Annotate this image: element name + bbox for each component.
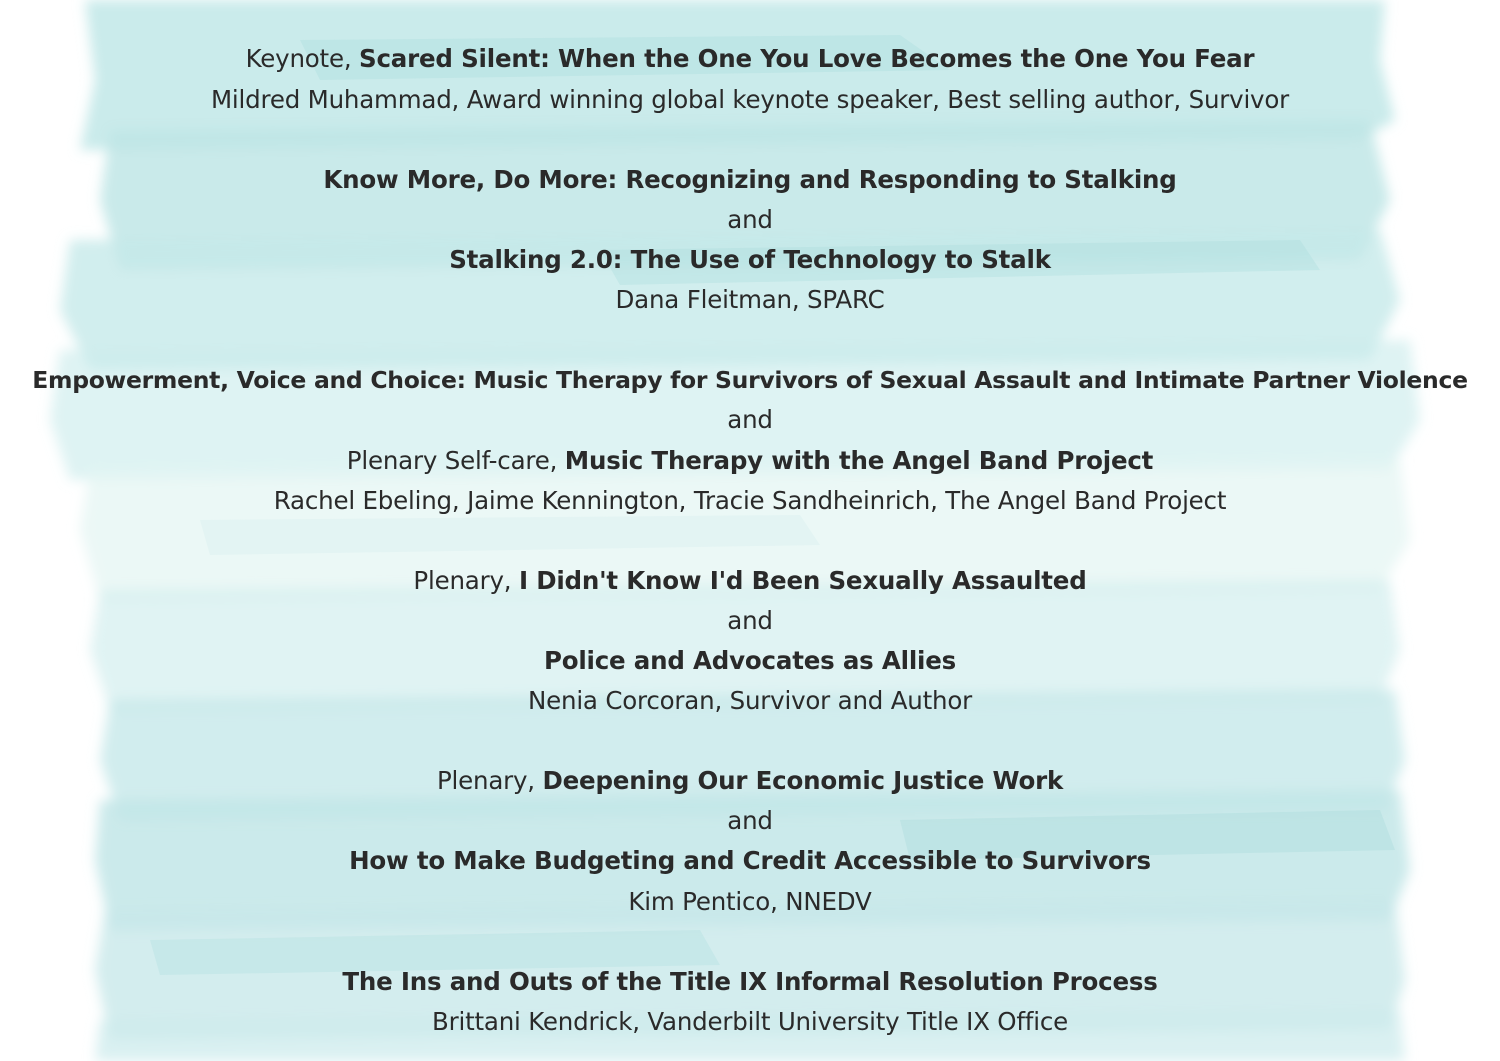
- session-5-speakers: Kim Pentico, NNEDV: [628, 887, 872, 916]
- session-5-title-prefix: Plenary,: [436, 766, 543, 795]
- session-4-title: I Didn't Know I'd Been Sexually Assaulted: [518, 566, 1087, 595]
- session-1-title-prefix: Keynote,: [245, 44, 360, 73]
- session-1-title: Scared Silent: When the One You Love Becomes the One You Fear: [359, 44, 1255, 73]
- session-5-title2: How to Make Budgeting and Credit Accessible to Survivors: [349, 846, 1151, 875]
- session-3-title2-prefix: Plenary Self-care,: [346, 446, 565, 475]
- session-4-title2: Police and Advocates as Allies: [543, 646, 957, 675]
- session-3-title: Empowerment, Voice and Choice: Music Therapy for Survivors of Sexual Assault and Intimate Partner Violence: [32, 366, 1468, 394]
- session-4-title-prefix: Plenary,: [413, 566, 519, 595]
- session-3-connector: and: [727, 405, 773, 434]
- session-2-title2: Stalking 2.0: The Use of Technology to Stalk: [449, 245, 1051, 274]
- session-4-speakers: Nenia Corcoran, Survivor and Author: [528, 686, 972, 715]
- session-5-connector: and: [727, 806, 773, 835]
- session-6-speakers: Brittani Kendrick, Vanderbilt University Title IX Office: [432, 1007, 1068, 1036]
- session-1-speakers: Mildred Muhammad, Award winning global keynote speaker, Best selling author, Survivor: [210, 85, 1290, 114]
- session-4-title-line: [0, 566, 1500, 596]
- session-5-title-line: [0, 766, 1500, 796]
- session-3-title2: Music Therapy with the Angel Band Project: [564, 446, 1154, 475]
- session-2-connector: and: [727, 205, 773, 234]
- session-2-speakers: Dana Fleitman, SPARC: [615, 285, 885, 314]
- session-3-speakers: Rachel Ebeling, Jaime Kennington, Tracie Sandheinrich, The Angel Band Project: [273, 486, 1227, 515]
- session-3-title2-line: [0, 446, 1500, 476]
- session-4-connector: and: [727, 606, 773, 635]
- session-2-title: Know More, Do More: Recognizing and Responding to Stalking: [323, 165, 1177, 194]
- session-5-title: Deepening Our Economic Justice Work: [542, 766, 1064, 795]
- session-6-title: The Ins and Outs of the Title IX Informal Resolution Process: [342, 967, 1158, 996]
- session-1-title-line: [0, 44, 1500, 74]
